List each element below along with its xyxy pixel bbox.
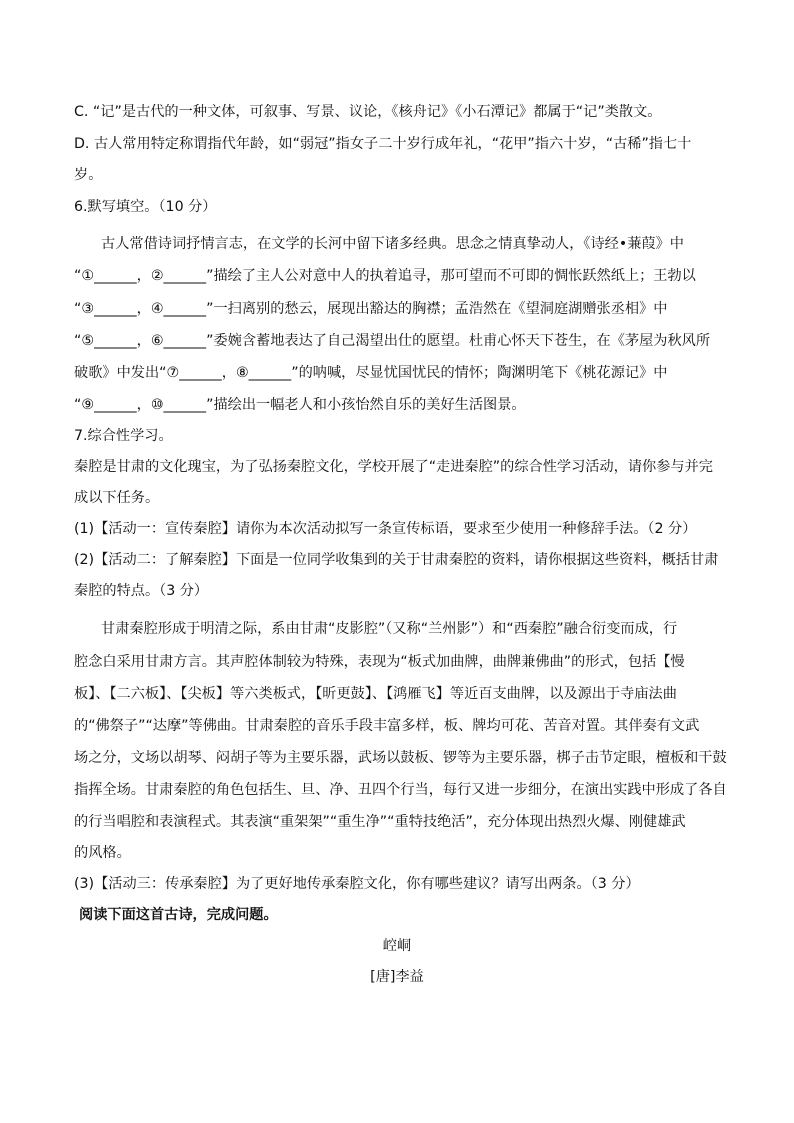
option-d-line-2: 岁。 (74, 167, 103, 183)
q6-line-3: “③______，④______”一扫离别的愁云，展现出豁达的胸襟；孟浩然在《望洞庭湖赠张丞相》中 (74, 301, 668, 317)
material-line-2: 腔念白采用甘肃方言。其声腔体制较为特殊，表现为“板式加曲牌，曲牌兼佛曲”的形式，包括【慢 (74, 654, 685, 670)
material-line-5: 场之分，文场以胡琴、闷胡子等为主要乐器，武场以鼓板、锣等为主要乐器，梆子击节定眼，檀板和干鼓 (74, 750, 727, 766)
q7-sub-question-2-line-1: (2)【活动二：了解秦腔】下面是一位同学收集到的关于甘肃秦腔的资料，请你根据这些资料，概括甘肃 (74, 552, 719, 568)
q7-sub-question-2-line-2: 秦腔的特点。（3 分） (74, 583, 209, 599)
q6-line-4: “⑤______，⑥______”委婉含蓄地表达了自己渴望出仕的愿望。杜甫心怀天下苍生，在《茅屋为秋风所 (74, 333, 711, 349)
q6-line-5: 破歌》中发出“⑦______，⑧______”的呐喊，尽显忧国忧民的情怀；陶渊明笔下《桃花源记》中 (74, 365, 668, 381)
option-d-line-1: D. 古人常用特定称谓指代年龄，如“弱冠”指女子二十岁行成年礼，“花甲”指六十岁，“古稀”指七十 (74, 136, 692, 152)
material-line-4: 的“佛祭子”“达摩”等佛曲。甘肃秦腔的音乐手段丰富多样，板、牌均可花、苦音对置。其伴奏有文武 (74, 718, 700, 734)
q7-sub-question-1: (1)【活动一：宣传秦腔】请你为本次活动拟写一条宣传标语，要求至少使用一种修辞手法。（2 分） (74, 521, 697, 537)
question-6-title: 6.默写填空。（10 分） (74, 199, 217, 215)
material-line-8: 的风格。 (74, 845, 131, 861)
q6-line-1: 古人常借诗词抒情言志，在文学的长河中留下诸多经典。思念之情真挚动人，《诗经•蒹葭》中 (101, 236, 684, 252)
option-c: C. “记”是古代的一种文体，可叙事、写景、议论，《核舟记》《小石潭记》都属于“记”类散文。 (74, 104, 662, 120)
q6-line-2: “①______，②______”描绘了主人公对意中人的执着追寻，那可望而不可即的惆怅跃然纸上；王勃以 (74, 268, 696, 284)
q6-line-6: “⑨______，⑩______”描绘出一幅老人和小孩怡然自乐的美好生活图景。 (74, 397, 526, 413)
q7-intro-line-1: 秦腔是甘肃的文化瑰宝，为了弘扬秦腔文化，学校开展了“走进秦腔”的综合性学习活动，请你参与并完 (74, 459, 713, 475)
material-line-6: 指挥全场。甘肃秦腔的角色包括生、旦、净、丑四个行当，每行又进一步细分，在演出实践中形成了各自 (74, 782, 727, 798)
poem-title: 崆峒 (382, 938, 412, 954)
question-7-title: 7.综合性学习。 (74, 428, 173, 444)
q7-intro-line-2: 成以下任务。 (74, 490, 160, 506)
material-line-7: 的行当唱腔和表演程式。其表演“重架架”“重生净”“重特技绝活”，充分体现出热烈火爆、刚健雄武 (74, 814, 686, 830)
material-line-1: 甘肃秦腔形成于明清之际，系由甘肃“皮影腔”（又称“兰州影”）和“西秦腔”融合衍变而成，行 (101, 621, 678, 637)
q7-sub-question-3: (3)【活动三：传承秦腔】为了更好地传承秦腔文化，你有哪些建议？请写出两条。（3 分） (74, 876, 640, 892)
poem-author: [唐]李益 (370, 969, 424, 985)
poem-instruction: 阅读下面这首古诗，完成问题。 (79, 907, 278, 923)
material-line-3: 板】、【二六板】、【尖板】等六类板式，【昕更鼓】、【鸿雁飞】等近百支曲牌，以及源出于寺庙法曲 (74, 686, 677, 702)
